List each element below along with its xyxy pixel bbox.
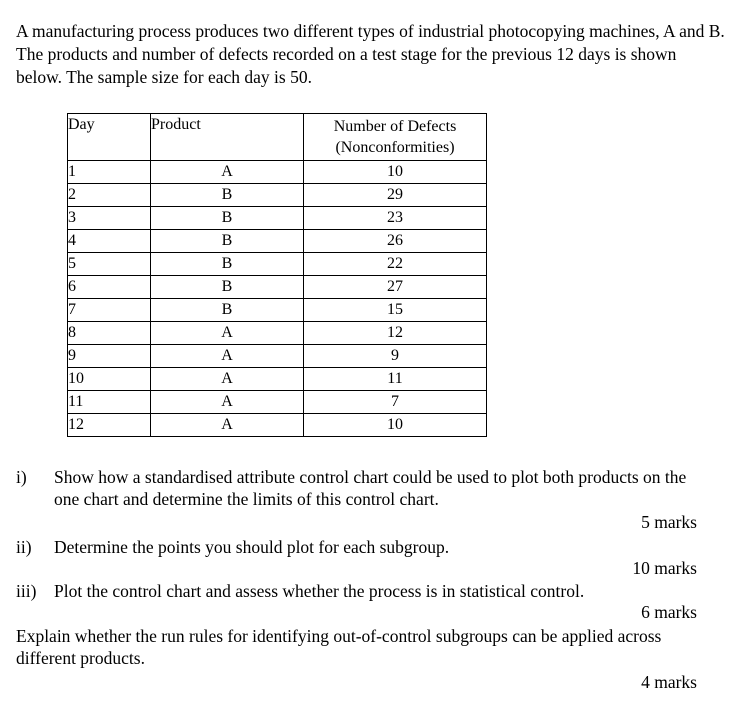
product-cell: B: [151, 184, 304, 207]
defects-cell: 12: [304, 322, 487, 345]
defects-cell: 10: [304, 414, 487, 437]
defects-cell: 22: [304, 253, 487, 276]
day-cell: 9: [68, 345, 151, 368]
defects-table: [67, 113, 487, 437]
product-cell: B: [151, 230, 304, 253]
question-1-marks: 5 marks: [641, 512, 697, 532]
day-cell: 12: [68, 414, 151, 437]
table-row: [68, 184, 487, 207]
table-row: [68, 322, 487, 345]
defects-cell: 11: [304, 368, 487, 391]
table-header-row: [68, 114, 487, 161]
defects-cell: 26: [304, 230, 487, 253]
day-cell: 8: [68, 322, 151, 345]
header-defects-line2: (Nonconformities): [335, 139, 455, 156]
question-text: Plot the control chart and assess whether the process is in statistical control.: [54, 581, 585, 601]
defects-cell: 15: [304, 299, 487, 322]
header-defects: [304, 114, 487, 161]
table-body: [68, 161, 487, 437]
day-cell: 10: [68, 368, 151, 391]
question-text: Determine the points you should plot for each subgroup.: [54, 537, 450, 557]
table-row: [68, 345, 487, 368]
question-number: iii): [16, 581, 37, 601]
day-cell: 5: [68, 253, 151, 276]
day-cell: 4: [68, 230, 151, 253]
final-question: Explain whether the run rules for identifying out-of-control subgroups can be applied across different products.: [16, 626, 662, 668]
table-row: [68, 230, 487, 253]
product-cell: A: [151, 322, 304, 345]
table-row: [68, 299, 487, 322]
product-cell: A: [151, 161, 304, 184]
question-number: i): [16, 467, 27, 487]
day-cell: 11: [68, 391, 151, 414]
table-row: [68, 391, 487, 414]
defects-cell: 10: [304, 161, 487, 184]
question-2-marks: 10 marks: [632, 558, 697, 578]
product-cell: A: [151, 368, 304, 391]
header-product: Product: [151, 114, 304, 161]
defects-cell: 7: [304, 391, 487, 414]
table-row: [68, 253, 487, 276]
defects-cell: 23: [304, 207, 487, 230]
day-cell: 2: [68, 184, 151, 207]
product-cell: B: [151, 276, 304, 299]
defects-cell: 27: [304, 276, 487, 299]
table-row: [68, 414, 487, 437]
product-cell: A: [151, 391, 304, 414]
product-cell: B: [151, 253, 304, 276]
question-3-marks: 6 marks: [641, 602, 697, 622]
product-cell: A: [151, 414, 304, 437]
product-cell: B: [151, 299, 304, 322]
table-row: [68, 368, 487, 391]
product-cell: A: [151, 345, 304, 368]
question-number: ii): [16, 537, 32, 557]
day-cell: 7: [68, 299, 151, 322]
table-row: [68, 161, 487, 184]
header-defects-line1: Number of Defects: [333, 118, 457, 135]
final-question-marks: 4 marks: [641, 672, 697, 692]
question-text: Show how a standardised attribute control chart could be used to plot both products on the one chart and determine the limits of this control chart.: [54, 467, 687, 509]
product-cell: B: [151, 207, 304, 230]
defects-cell: 9: [304, 345, 487, 368]
day-cell: 6: [68, 276, 151, 299]
header-day: Day: [68, 114, 151, 161]
defects-cell: 29: [304, 184, 487, 207]
table-row: [68, 207, 487, 230]
intro-paragraph: A manufacturing process produces two different types of industrial photocopying machines, A and B. The products and number of defects recorded on a test stage for the previous 12 days is shown below. The sample size for each day is 50.: [16, 21, 725, 87]
day-cell: 1: [68, 161, 151, 184]
day-cell: 3: [68, 207, 151, 230]
table-row: [68, 276, 487, 299]
